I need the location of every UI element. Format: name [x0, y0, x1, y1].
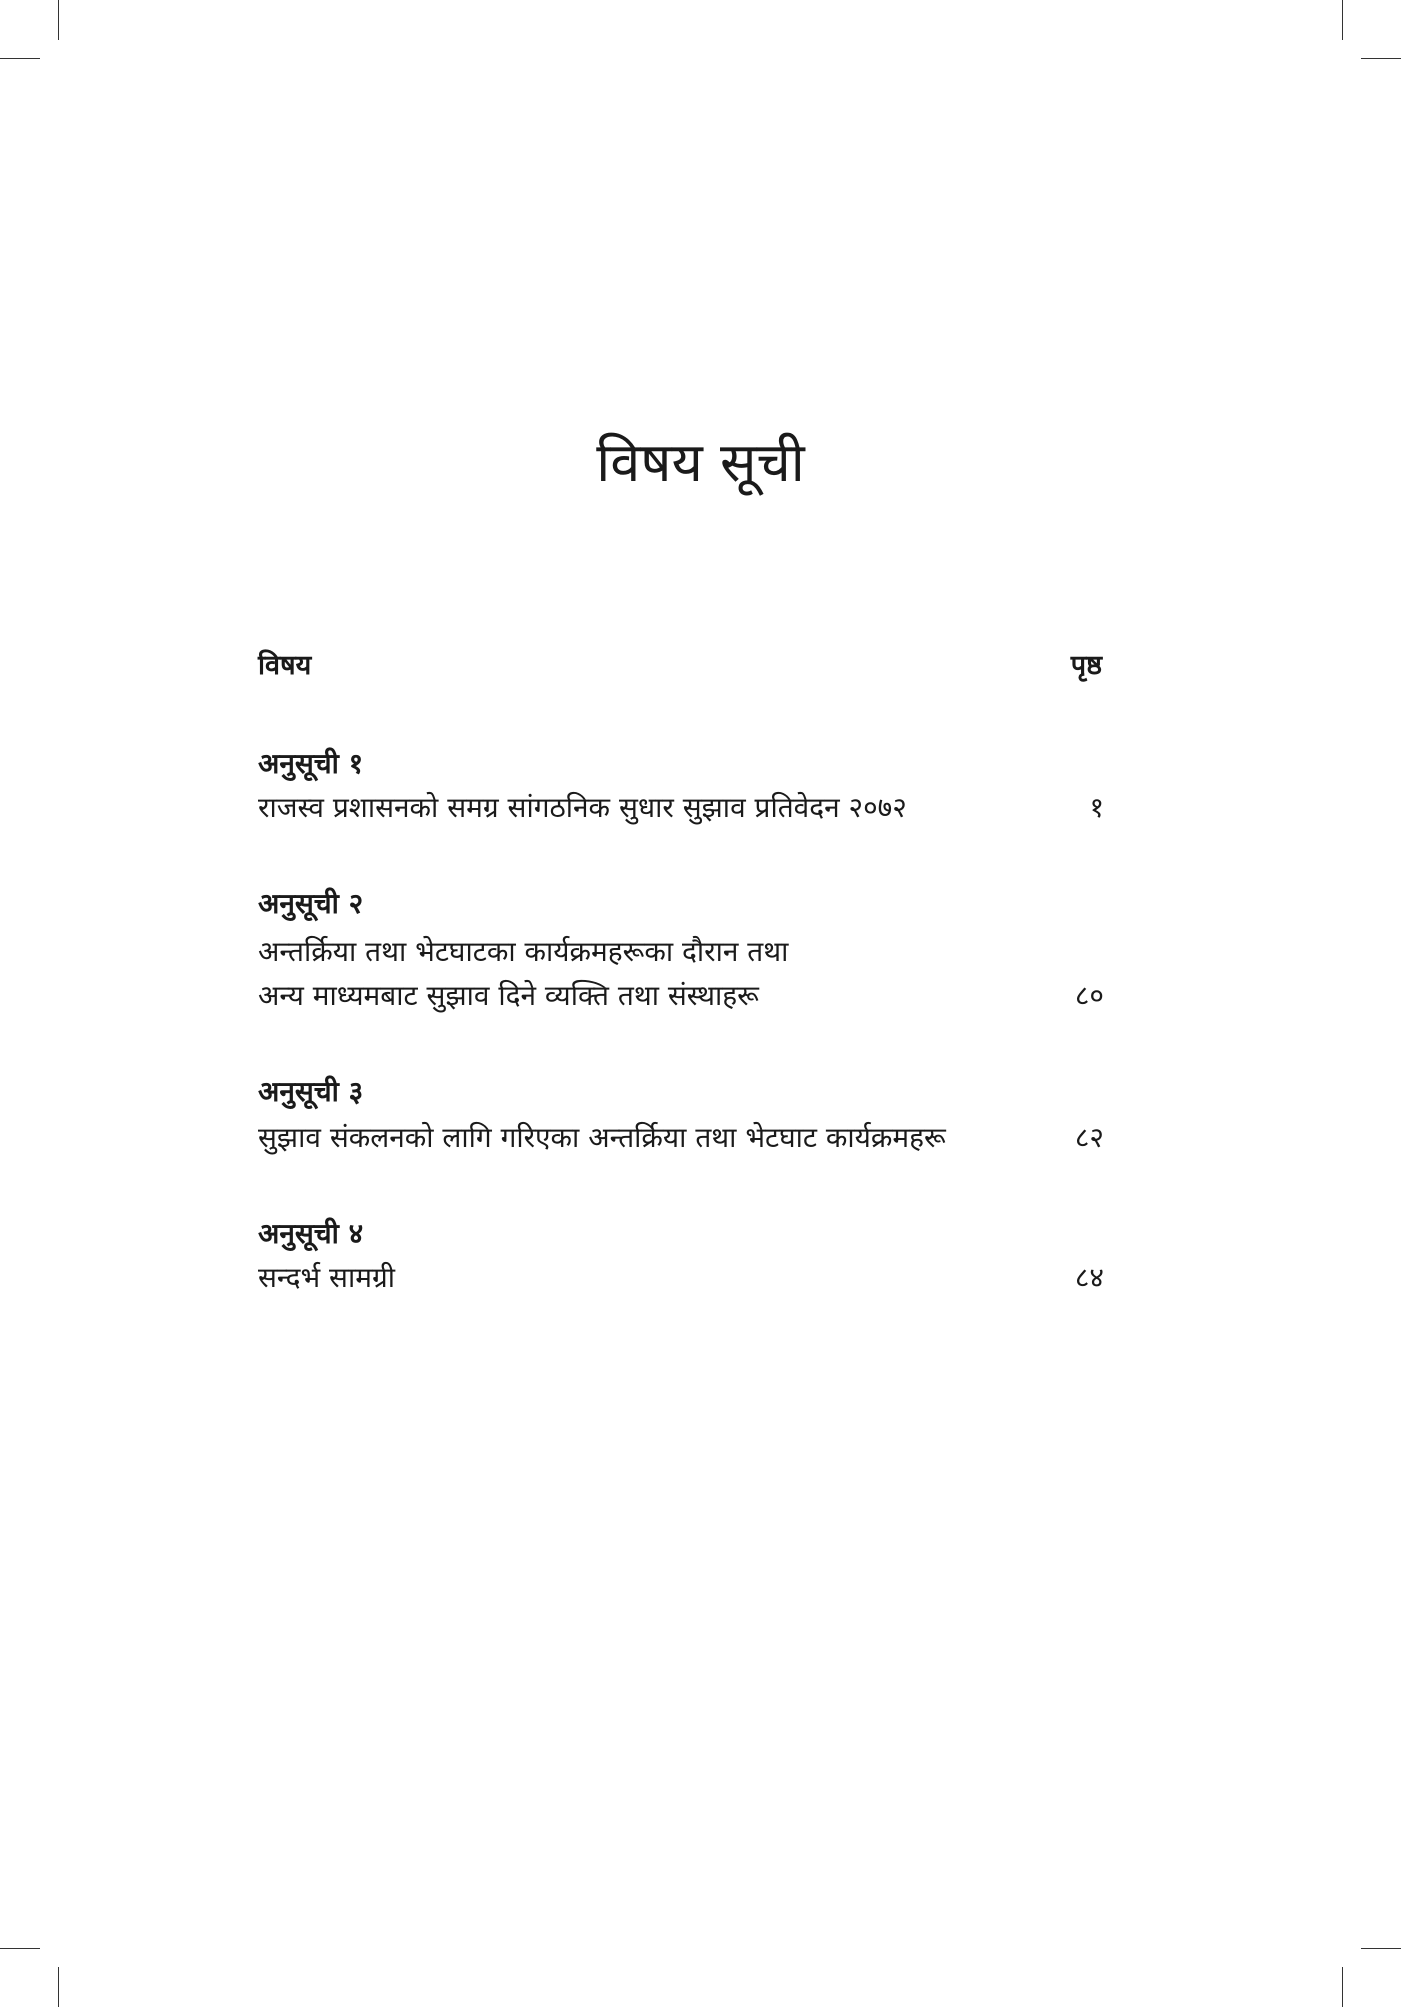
section-heading[interactable]: अनुसूची १: [258, 747, 364, 780]
crop-mark-bottom-left-vertical: [58, 1967, 59, 2007]
entry-title: अन्य माध्यमबाट सुझाव दिने व्यक्ति तथा संस्थाहरू: [258, 979, 759, 1012]
section-heading[interactable]: अनुसूची ४: [258, 1217, 364, 1250]
table-of-contents: [258, 0, 1158, 1400]
crop-mark-top-left-horizontal: [0, 58, 40, 59]
entry-page-number: ८२: [1074, 1121, 1104, 1154]
entry-page-number: ८४: [1074, 1261, 1104, 1294]
crop-mark-bottom-right-horizontal: [1361, 1948, 1401, 1949]
entry-title: सन्दर्भ सामग्री: [258, 1261, 396, 1294]
entry-title: सुझाव संकलनको लागि गरिएका अन्तर्क्रिया तथा भेटघाट कार्यक्रमहरू: [258, 1121, 946, 1154]
crop-mark-top-right-vertical: [1342, 0, 1343, 40]
page-column-header: पृष्ठ: [1070, 650, 1102, 681]
section-heading[interactable]: अनुसूची २: [258, 887, 364, 920]
crop-mark-top-right-horizontal: [1361, 58, 1401, 59]
entry-title: राजस्व प्रशासनको समग्र सांगठनिक सुधार सुझाव प्रतिवेदन २०७२: [258, 791, 907, 824]
crop-mark-bottom-left-horizontal: [0, 1948, 40, 1949]
entry-title: अन्तर्क्रिया तथा भेटघाटका कार्यक्रमहरूका दौरान तथा: [258, 935, 789, 968]
topic-column-header: विषय: [258, 650, 312, 681]
page-title: विषय सूची: [596, 431, 805, 494]
crop-mark-bottom-right-vertical: [1342, 1967, 1343, 2007]
section-heading[interactable]: अनुसूची ३: [258, 1075, 364, 1108]
crop-mark-top-left-vertical: [58, 0, 59, 40]
entry-page-number: ८०: [1074, 979, 1104, 1012]
entry-page-number: १: [1089, 791, 1104, 824]
